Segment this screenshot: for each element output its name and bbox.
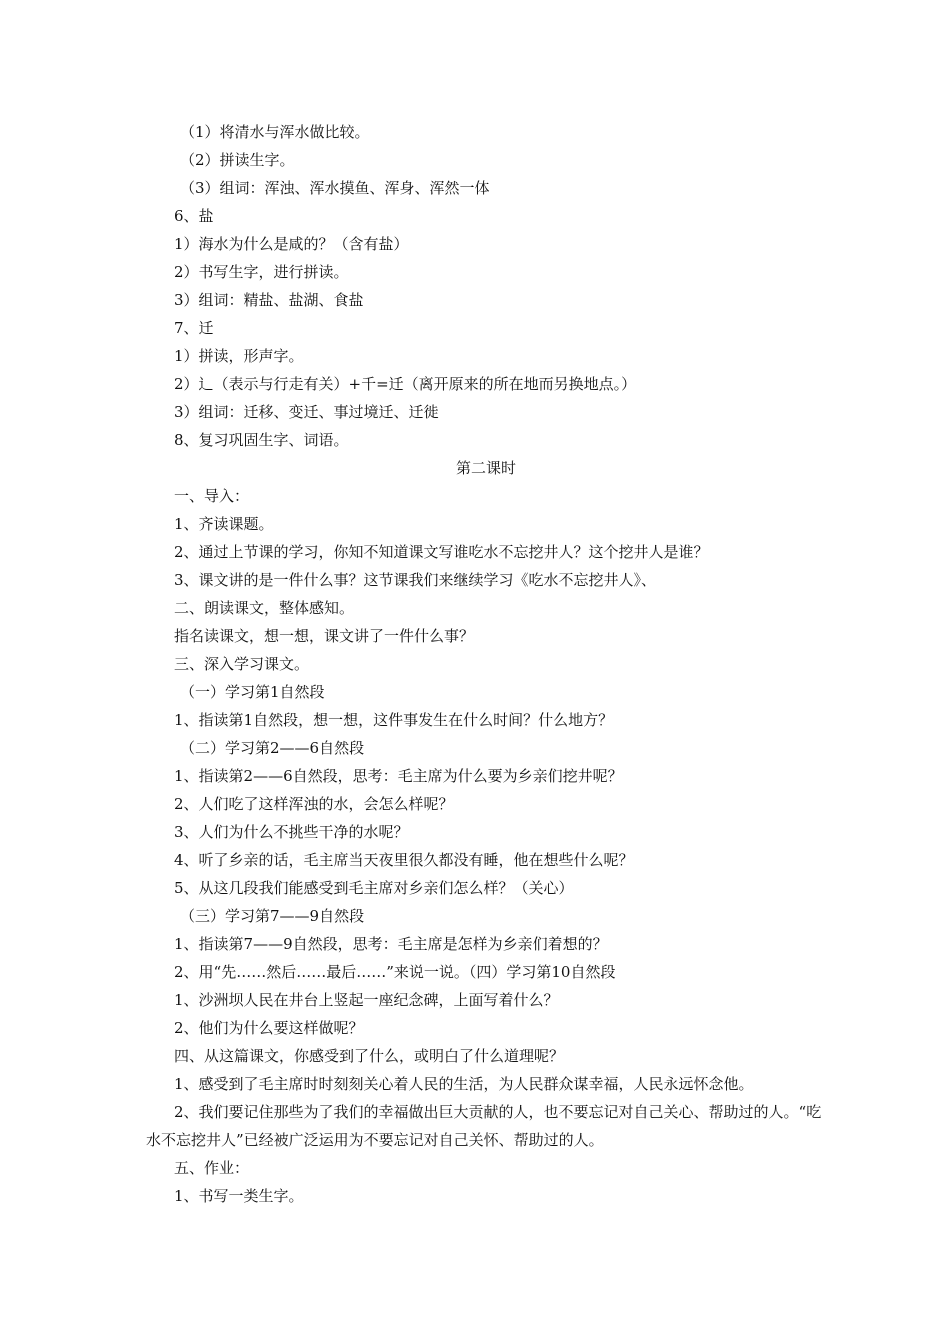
text-line: 3）组词：精盐、盐湖、食盐 [174,291,364,309]
text-line: （1）将清水与浑水做比较。 [180,123,370,141]
text-line: 五、作业： [174,1159,250,1177]
text-line: 二、朗读课文，整体感知。 [174,599,355,617]
text-line: 2）辶（表示与行走有关）+千=迁（离开原来的所在地而另换地点。） [174,375,637,393]
text-line: 1、齐读课题。 [174,515,274,533]
text-line: 2、通过上节课的学习，你知不知道课文写谁吃水不忘挖井人？这个挖井人是谁？ [174,543,709,561]
text-line: 1）海水为什么是咸的？（含有盐） [174,235,409,253]
text-line: 2、他们为什么要这样做呢？ [174,1019,364,1037]
text-line: 4、听了乡亲的话，毛主席当天夜里很久都没有睡，他在想些什么呢？ [174,851,634,869]
text-line: （3）组词：浑浊、浑水摸鱼、浑身、浑然一体 [180,179,490,197]
section-heading: 第二课时 [455,459,516,477]
text-line: 1、感受到了毛主席时时刻刻关心着人民的生活，为人民群众谋幸福，人民永远怀念他。 [174,1075,754,1093]
text-line: 2、用“先……然后……最后……”来说一说。（四）学习第10自然段 [174,963,616,981]
text-paragraph: 2、我们要记住那些为了我们的幸福做出巨大贡献的人，也不要忘记对自己关心、帮助过的人。“吃水不忘挖井人”已经被广泛运用为不要忘记对自己关怀、帮助过的人。 [146,1103,822,1149]
text-line: （一）学习第1自然段 [180,683,325,701]
text-line: 三、深入学习课文。 [174,655,310,673]
text-line: 1）拼读，形声字。 [174,347,304,365]
text-line: 1、指读第2——6自然段，思考：毛主席为什么要为乡亲们挖井呢？ [174,767,623,785]
text-line: 2、人们吃了这样浑浊的水，会怎么样呢？ [174,795,454,813]
text-line: 1、指读第7——9自然段，思考：毛主席是怎样为乡亲们着想的？ [174,935,608,953]
text-line: 四、从这篇课文，你感受到了什么，或明白了什么道理呢？ [174,1047,565,1065]
text-line: 3、课文讲的是一件什么事？这节课我们来继续学习《吃水不忘挖井人》、 [174,571,657,589]
text-line: 3、人们为什么不挑些干净的水呢？ [174,823,409,841]
text-line: （二）学习第2——6自然段 [180,739,365,757]
document-body [146,118,826,1210]
text-line: 指名读课文，想一想，课文讲了一件什么事？ [174,627,475,645]
text-line: 7、迁 [174,319,214,337]
text-line: 8、复习巩固生字、词语。 [174,431,349,449]
text-line: 6、盐 [174,207,214,225]
text-line: 1、沙洲坝人民在井台上竖起一座纪念碑，上面写着什么？ [174,991,559,1009]
text-line: 3）组词：迁移、变迁、事过境迁、迁徙 [174,403,439,421]
text-line: 2）书写生字，进行拼读。 [174,263,349,281]
text-line: 1、指读第1自然段，想一想，这件事发生在什么时间？什么地方？ [174,711,614,729]
text-line: （2）拼读生字。 [180,151,295,169]
text-line: 一、导入： [174,487,250,505]
text-line: （三）学习第7——9自然段 [180,907,365,925]
text-line: 1、书写一类生字。 [174,1187,304,1205]
text-line: 5、从这几段我们能感受到毛主席对乡亲们怎么样？（关心） [174,879,574,897]
